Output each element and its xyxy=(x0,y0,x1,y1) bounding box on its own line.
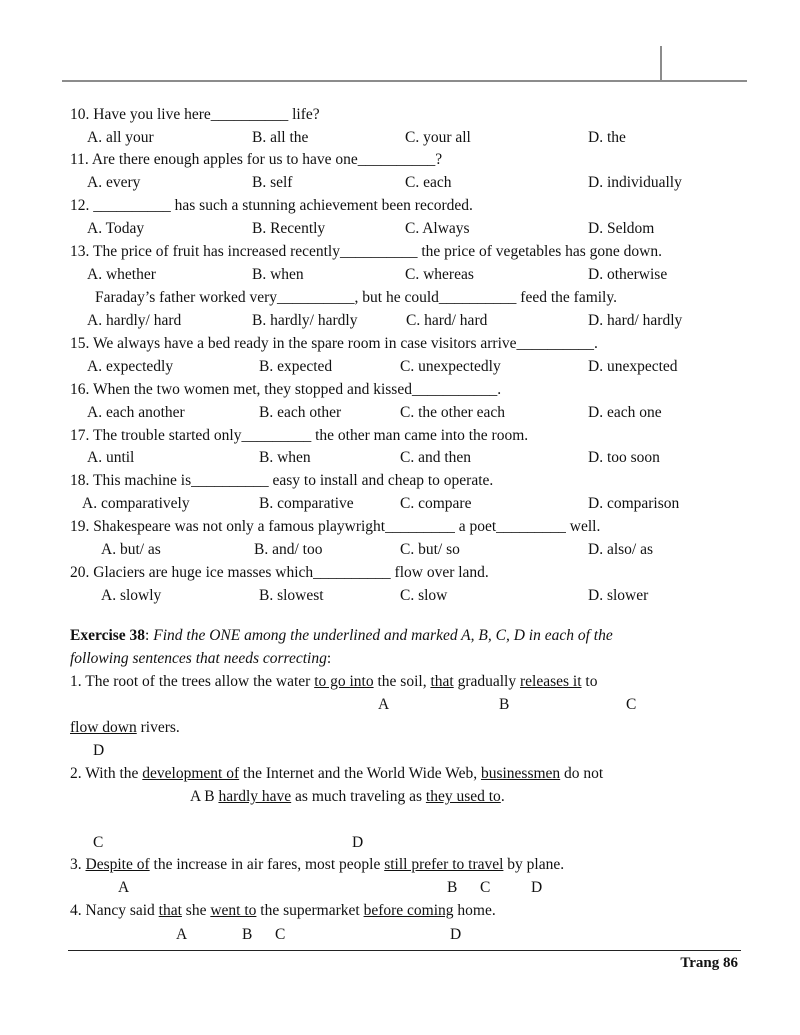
q11-option-c: C. each xyxy=(405,174,452,191)
q13-option-b: B. when xyxy=(252,266,304,283)
q15-option-c: C. unexpectedly xyxy=(400,358,501,375)
s2-markers-ab: A B xyxy=(190,788,219,805)
q17-option-b: B. when xyxy=(259,449,311,466)
s1-underline-d: flow down xyxy=(70,719,137,736)
q18-option-c: C. compare xyxy=(400,495,472,512)
exercise-instruction-line-2 xyxy=(70,650,331,668)
sentence-1-line-2 xyxy=(70,719,180,737)
exercise-instruction-1: Find the ONE among the underlined and marked A, B, C, D in each of the xyxy=(153,627,613,644)
question-20-stem: 20. Glaciers are huge ice masses which__________ flow over land. xyxy=(70,564,489,581)
q16-option-b: B. each other xyxy=(259,404,342,421)
exercise-colon: : xyxy=(145,627,154,644)
q13-option-d: D. otherwise xyxy=(588,266,668,283)
s2-underline-b: businessmen xyxy=(480,765,561,782)
question-15-stem: 15. We always have a bed ready in the spare room in case visitors arrive__________. xyxy=(70,335,598,352)
s4-underline-a: that xyxy=(158,902,182,919)
q20-option-c: C. slow xyxy=(400,587,448,604)
s2-text-1: 2. With the xyxy=(70,765,143,782)
s2-marker-d: D xyxy=(352,834,364,851)
s1-text-4: to xyxy=(581,673,598,690)
s3-marker-a: A xyxy=(118,879,130,896)
s4-marker-a: A xyxy=(176,926,188,943)
q10-option-a: A. all your xyxy=(87,129,154,146)
s3-text-3: by plane. xyxy=(503,856,565,873)
q17-option-c: C. and then xyxy=(400,449,472,466)
s3-underline-a: Despite of xyxy=(85,856,150,873)
q20-option-d: D. slower xyxy=(588,587,649,604)
q19-option-c: C. but/ so xyxy=(400,541,460,558)
s2-text-5: . xyxy=(500,788,505,805)
q20-option-a: A. slowly xyxy=(101,587,162,604)
s1-underline-b: that xyxy=(430,673,454,690)
footer-rule xyxy=(68,950,741,951)
s1-marker-a: A xyxy=(378,696,390,713)
q18-option-a: A. comparatively xyxy=(82,495,190,512)
s1-marker-b: B xyxy=(499,696,510,713)
sentence-4-line-1 xyxy=(70,902,496,920)
s4-marker-d: D xyxy=(450,926,462,943)
q14-option-a: A. hardly/ hard xyxy=(87,312,182,329)
q10-option-c: C. your all xyxy=(405,129,471,146)
q15-option-b: B. expected xyxy=(259,358,333,375)
s4-text-2: she xyxy=(181,902,211,919)
q17-option-d: D. too soon xyxy=(588,449,660,466)
s1-text-1: 1. The root of the trees allow the water xyxy=(70,673,315,690)
exercise-instruction-end: : xyxy=(326,650,332,667)
page-number: Trang 86 xyxy=(680,955,738,971)
s1-text-2: the soil, xyxy=(373,673,431,690)
question-10-stem: 10. Have you live here__________ life? xyxy=(70,106,320,123)
q19-option-d: D. also/ as xyxy=(588,541,654,558)
s4-text-4: home. xyxy=(453,902,496,919)
q16-option-d: D. each one xyxy=(588,404,662,421)
s1-marker-c: C xyxy=(626,696,637,713)
s2-text-2: the Internet and the World Wide Web, xyxy=(239,765,481,782)
q10-option-b: B. all the xyxy=(252,129,309,146)
q12-option-c: C. Always xyxy=(405,220,470,237)
question-13-stem: 13. The price of fruit has increased recently__________ the price of vegetables has gone down. xyxy=(70,243,662,260)
s1-text-3: gradually xyxy=(453,673,520,690)
s3-marker-c: C xyxy=(480,879,491,896)
s2-underline-d: they used to xyxy=(425,788,501,805)
question-16-stem: 16. When the two women met, they stopped and kissed___________. xyxy=(70,381,502,398)
q16-option-c: C. the other each xyxy=(400,404,506,421)
q17-option-a: A. until xyxy=(87,449,135,466)
s3-marker-b: B xyxy=(447,879,458,896)
q12-option-b: B. Recently xyxy=(252,220,326,237)
q18-option-d: D. comparison xyxy=(588,495,680,512)
s4-text-3: the supermarket xyxy=(256,902,364,919)
q11-option-d: D. individually xyxy=(588,174,682,191)
question-14-stem: Faraday’s father worked very__________, but he could__________ feed the family. xyxy=(95,289,617,306)
q19-option-b: B. and/ too xyxy=(254,541,323,558)
sentence-3-line-1 xyxy=(70,856,564,874)
q11-option-a: A. every xyxy=(87,174,141,191)
question-17-stem: 17. The trouble started only_________ the other man came into the room. xyxy=(70,427,529,444)
q12-option-d: D. Seldom xyxy=(588,220,655,237)
q10-option-d: D. the xyxy=(588,129,626,146)
question-19-stem: 19. Shakespeare was not only a famous playwright_________ a poet_________ well. xyxy=(70,518,601,535)
sentence-2-line-1 xyxy=(70,765,603,783)
s4-underline-d: before coming xyxy=(363,902,454,919)
question-12-stem: 12. __________ has such a stunning achievement been recorded. xyxy=(70,197,473,214)
q13-option-c: C. whereas xyxy=(405,266,474,283)
q14-option-b: B. hardly/ hardly xyxy=(252,312,358,329)
s4-marker-c: C xyxy=(275,926,286,943)
s2-underline-c: hardly have xyxy=(218,788,292,805)
sentence-1-line-1 xyxy=(70,673,597,691)
s3-marker-d: D xyxy=(531,879,543,896)
s4-text-1: 4. Nancy said xyxy=(70,902,159,919)
exercise-instruction-line-1 xyxy=(70,627,613,645)
exercise-label: Exercise 38 xyxy=(70,627,146,644)
s3-text-2: the increase in air fares, most people xyxy=(149,856,385,873)
s1-underline-a: to go into xyxy=(314,673,374,690)
q11-option-b: B. self xyxy=(252,174,293,191)
s3-underline-bcd: still prefer to travel xyxy=(384,856,504,873)
s2-underline-a: development of xyxy=(142,765,240,782)
q14-option-d: D. hard/ hardly xyxy=(588,312,683,329)
q15-option-a: A. expectedly xyxy=(87,358,174,375)
header-tick xyxy=(660,46,662,82)
s2-text-4: as much traveling as xyxy=(291,788,426,805)
q18-option-b: B. comparative xyxy=(259,495,354,512)
sentence-2-line-2 xyxy=(190,788,505,806)
s1-text-5: rivers. xyxy=(136,719,180,736)
q20-option-b: B. slowest xyxy=(259,587,324,604)
question-11-stem: 11. Are there enough apples for us to have one__________? xyxy=(70,151,443,168)
s1-underline-c: releases it xyxy=(520,673,582,690)
s3-text-1: 3. xyxy=(70,856,86,873)
s4-underline-bc: went to xyxy=(210,902,257,919)
q16-option-a: A. each another xyxy=(87,404,185,421)
q19-option-a: A. but/ as xyxy=(101,541,161,558)
question-18-stem: 18. This machine is__________ easy to install and cheap to operate. xyxy=(70,472,494,489)
q12-option-a: A. Today xyxy=(87,220,145,237)
q13-option-a: A. whether xyxy=(87,266,156,283)
q14-option-c: C. hard/ hard xyxy=(406,312,488,329)
q15-option-d: D. unexpected xyxy=(588,358,678,375)
header-rule xyxy=(62,80,747,82)
s1-marker-d: D xyxy=(93,742,105,759)
s4-marker-b: B xyxy=(242,926,253,943)
s2-text-3: do not xyxy=(560,765,604,782)
s2-marker-c: C xyxy=(93,834,104,851)
exercise-instruction-2: following sentences that needs correcting xyxy=(70,650,327,667)
